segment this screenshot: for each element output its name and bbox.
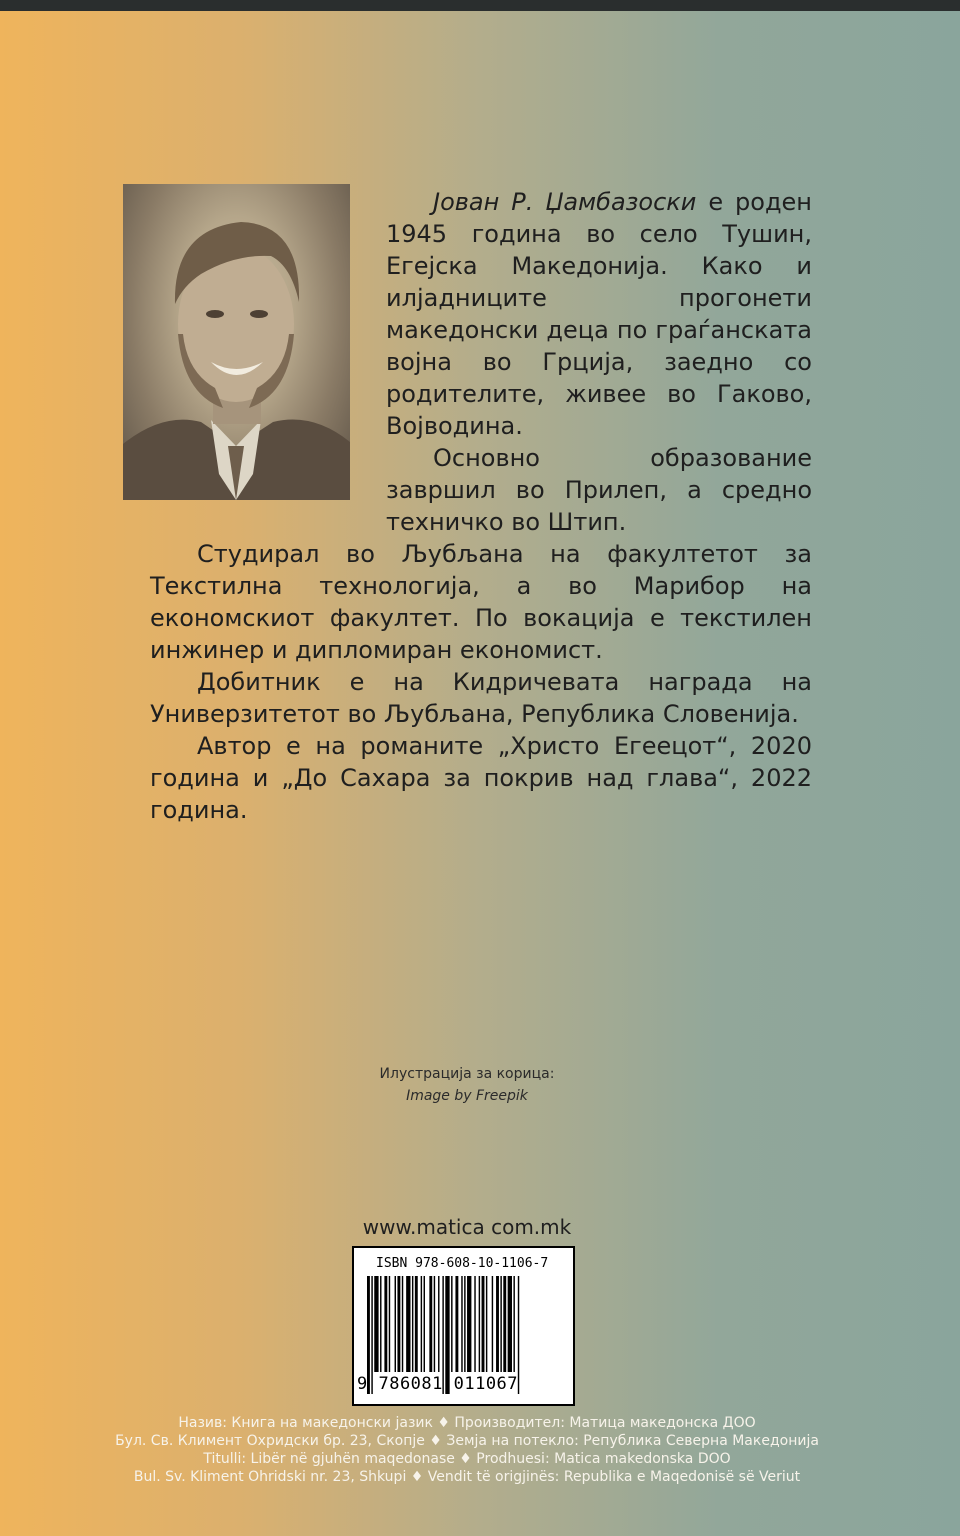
author-biography xyxy=(150,186,812,826)
imprint-line: Titulli: Libër në gjuhën maqedonase ♦ Prodhuesi: Matica makedonska DOO xyxy=(203,1451,731,1467)
imprint-line: Бул. Св. Климент Охридски бр. 23, Скопје ♦ Земја на потекло: Република Северна Македонија xyxy=(115,1433,819,1449)
imprint-line: Bul. Sv. Kliment Ohridski nr. 23, Shkupi ♦ Vendit të origjinës: Republika e Maqedonisë së Veriut xyxy=(133,1469,801,1485)
barcode-number: 9 786081 011067 xyxy=(357,1374,519,1394)
bio-paragraph-award: Добитник е на Кидричевата награда на Универзитетот во Љубљана, Република Словенија. xyxy=(150,668,812,728)
isbn-text: ISBN 978-608-10-1106-7 xyxy=(376,1256,549,1271)
author-name: Јован Р. Џамбазоски xyxy=(433,188,697,216)
imprint-line: Назив: Книга на македонски јазик ♦ Производител: Матица македонска ДОО xyxy=(178,1415,756,1431)
bio-paragraph-novels: Автор е на романите „Христо Егеецот“, 2020 година и „До Сахара за покрив над глава“, 2022 година. xyxy=(150,732,812,824)
isbn-barcode xyxy=(352,1246,575,1406)
bio-paragraph-studies: Студирал во Љубљана на факултетот за Текстилна технологија, а во Марибор на економскиот факултет. По вокација е текстилен инжинер и дипломиран економист. xyxy=(150,540,812,664)
bio-paragraph-birth xyxy=(150,186,812,442)
imprint-block xyxy=(0,1414,934,1486)
publisher-website: www.matica com.mk xyxy=(362,1215,572,1239)
bio-paragraph-education: Основно образование завршил во Прилеп, а средно техничко во Штип. xyxy=(386,444,812,536)
illustration-credit-source: Image by Freepik xyxy=(406,1088,528,1104)
bio-paragraph-birth-text: е роден 1945 година во село Тушин, Егејска Македонија. Како и илјадниците прогонети македонски деца по граѓанската војна во Грција, заедно со родителите, живее во Гаково, Војводина. xyxy=(386,188,812,440)
illustration-credit-label: Илустрација за корица: xyxy=(379,1066,555,1082)
top-edge-strip xyxy=(0,0,960,11)
